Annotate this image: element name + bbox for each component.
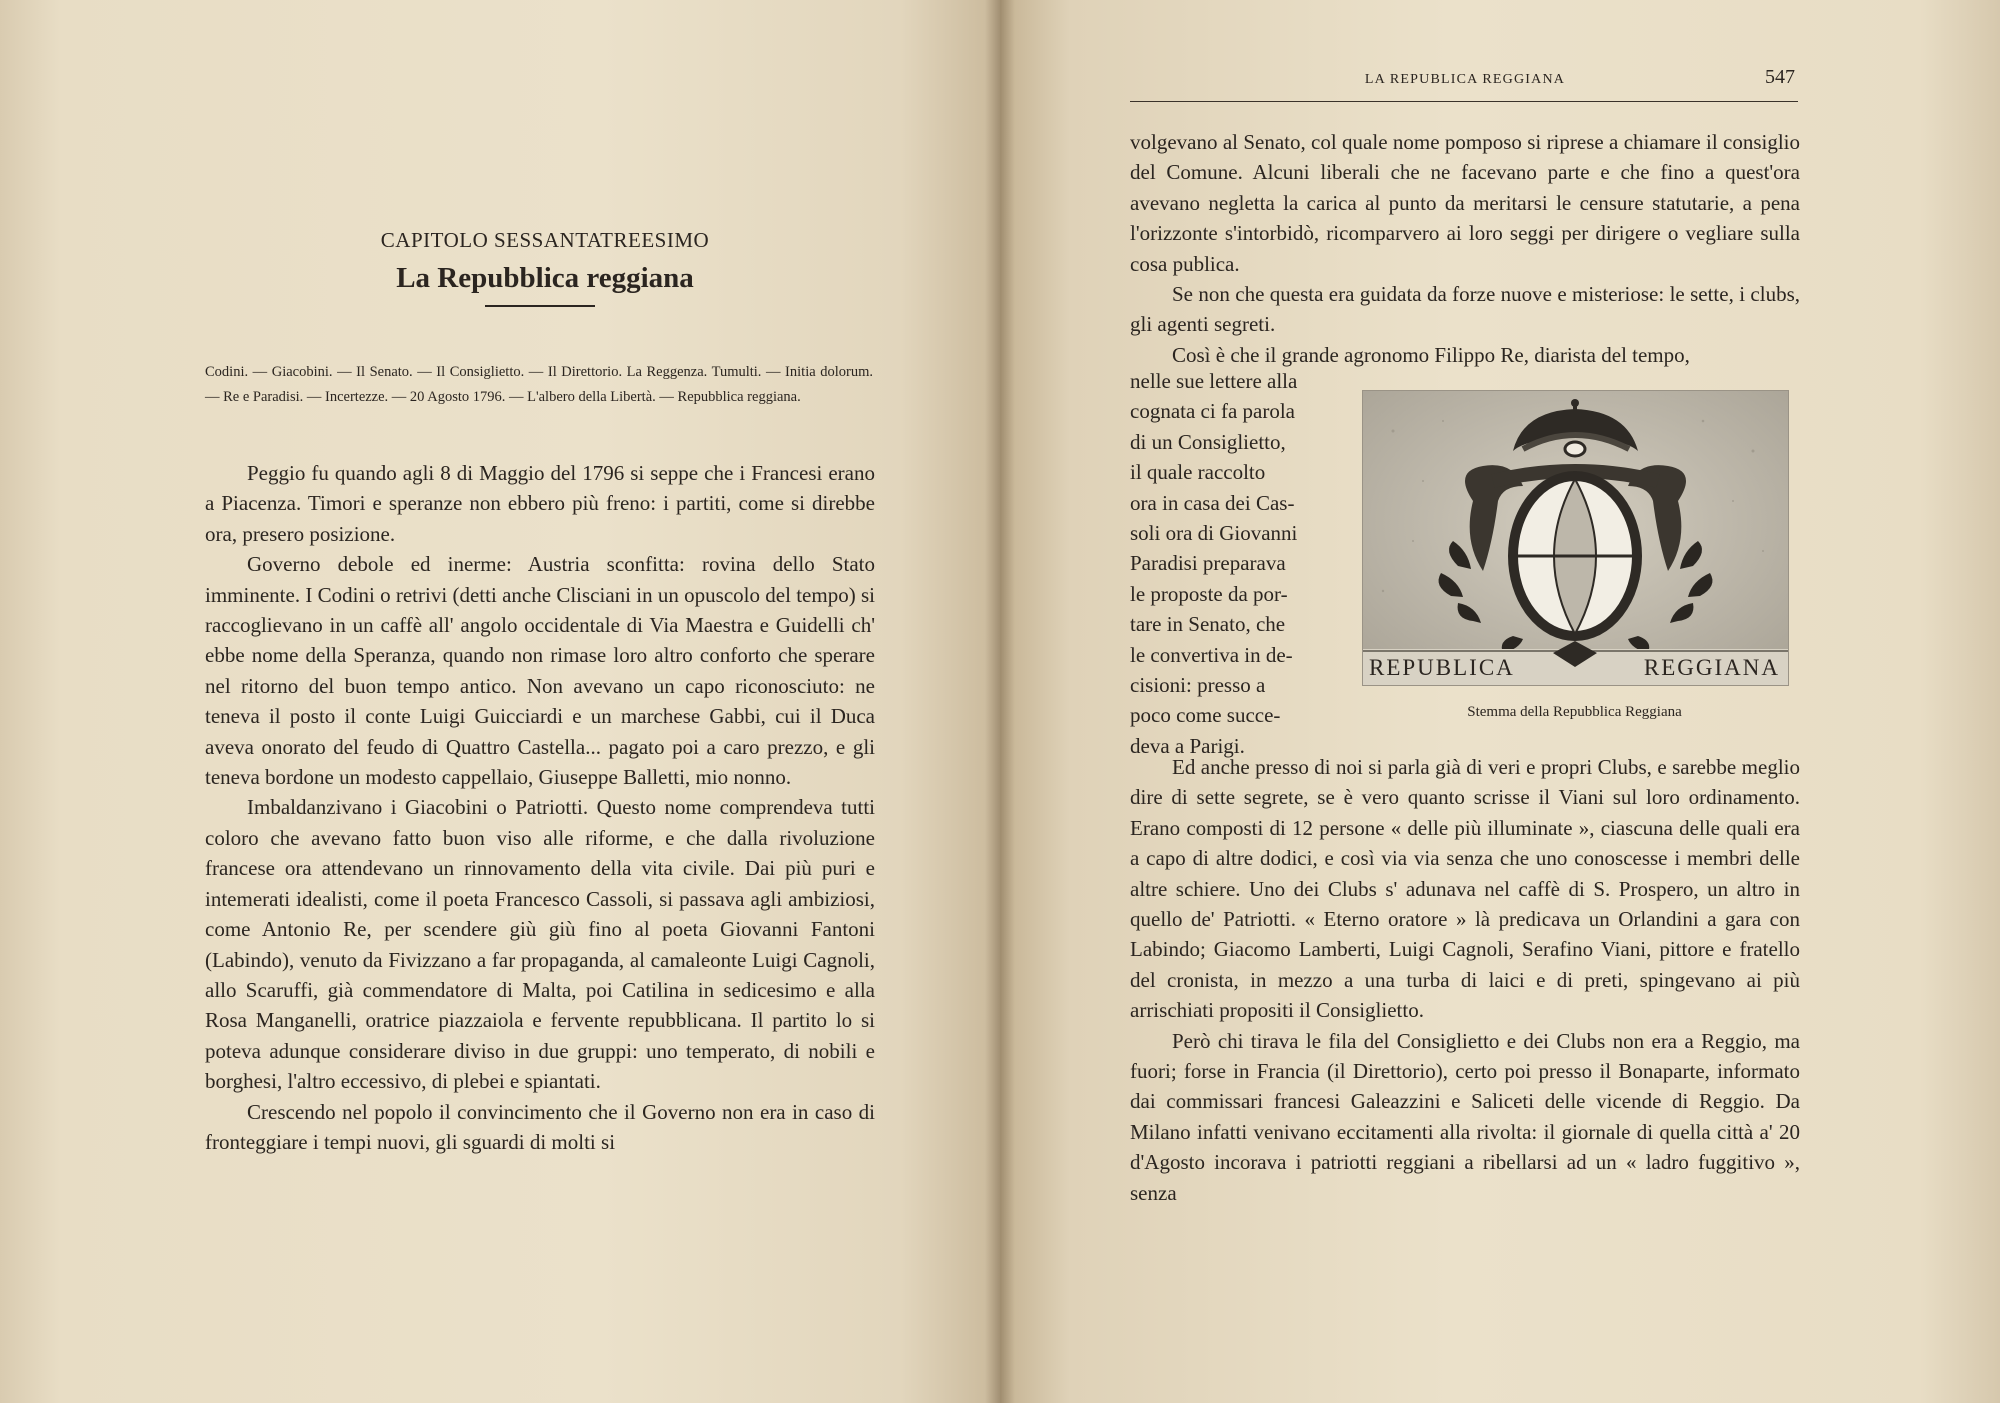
text-line: di un Consiglietto, — [1130, 429, 1286, 454]
chapter-summary: Codini. — Giacobini. — Il Senato. — Il Consiglietto. — Il Direttorio. La Reggenza. Tumulti. — Initia dolorum. — Re e Paradisi. — Incertezze. — 20 Agosto 1796. — L'albero della Libertà. — Repubblica reggiana. — [205, 364, 873, 405]
text-line: nelle sue lettere alla — [1130, 369, 1298, 393]
left-body-text — [205, 458, 875, 1157]
paragraph: volgevano al Senato, col quale nome pomposo si riprese a chiamare il consiglio del Comune. Alcuni liberali che ne facevano parte e che fino a quest'ora avevano negletta la carica al punto da meritarsi le censure statutarie, a pena l'orizzonte s'intorbidò, ricomparvero ai loro seggi per dirigere o vegliare sulla cosa publica. — [1130, 130, 1800, 276]
text-line: soli ora di Giovanni — [1130, 521, 1298, 546]
running-head: LA REPUBLICA REGGIANA — [1364, 72, 1566, 87]
title-rule — [485, 305, 595, 307]
text-line: cognata ci fa parola — [1130, 399, 1295, 424]
paragraph: Peggio fu quando agli 8 di Maggio del 1796 si seppe che i Francesi erano a Piacenza. Timori e speranze non ebbero più freno: i partiti, come si direbbe ora, presero posizione. — [205, 461, 875, 546]
text-line: le proposte da por- — [1130, 581, 1288, 606]
text-beside-figure — [1130, 366, 1328, 761]
chapter-title: La Repubblica reggiana — [396, 262, 694, 294]
paragraph: Ed anche presso di noi si parla già di veri e propri Clubs, e sarebbe meglio dire di sette segrete, se è vero quanto scrisse il Viani sul loro ordinamento. Erano composti di 12 persone « delle più illuminate », ciascuna delle quali era a capo di altre dodici, e così via via senza che uno conoscesse i membri delle altre schiere. Uno dei Clubs s' adunava nel caffè di S. Prospero, un altro in quello de' Patriotti. « Eterno oratore » là predicava un Orlandini a gara con Labindo; Giacomo Lamberti, Luigi Cagnoli, Serafino Viani, pittore e fratello del cronista, in mezzo a una turba di laici e di preti, spingevano ai più arrischiati propositi il Consiglietto. — [1130, 755, 1800, 1023]
paragraph: Se non che questa era guidata da forze nuove e misteriose: le sette, i clubs, gli agenti segreti. — [1130, 282, 1800, 337]
coat-of-arms-figure — [1362, 390, 1789, 686]
text-line: Paradisi preparava — [1130, 551, 1286, 576]
text-line: il quale raccolto — [1130, 460, 1266, 485]
text-line: poco come succe- — [1130, 703, 1281, 728]
book-gutter — [985, 0, 1015, 1403]
text-line: deva a Parigi. — [1130, 733, 1245, 758]
page-number: 547 — [1765, 66, 1795, 88]
right-body-text-top — [1130, 127, 1800, 370]
coat-of-arms-icon — [1363, 391, 1788, 685]
paragraph: Però chi tirava le fila del Consiglietto e dei Clubs non era a Reggio, ma fuori; forse in Francia (il Direttorio), certo poi presso il Bonaparte, informato dai commissari francesi Galeazzini e Saliceti delle vicende di Reggio. Da Milano infatti venivano eccitamenti alla rivolta: il giornale di quella città a' 20 d'Agosto incorava i patriotti reggiani a ribellarsi ad un « ladro fuggitivo », senza — [1130, 1028, 1800, 1205]
text-line: cisioni: presso a — [1130, 673, 1266, 698]
text-line: le convertiva in de- — [1130, 642, 1293, 667]
banner-left-text: REPUBLICA — [1369, 655, 1515, 680]
header-rule — [1130, 101, 1798, 102]
banner-right-text: REGGIANA — [1643, 655, 1780, 680]
text-line: ora in casa dei Cas- — [1130, 490, 1295, 515]
paragraph: Imbaldanzivano i Giacobini o Patriotti. Questo nome comprendeva tutti coloro che avevano fatto buon viso alle riforme, e che dalla rivoluzione francese ora attendevano un rinnovamento della vita civile. Dai più puri e intemerati idealisti, come il poeta Francesco Cassoli, si passava agli ambiziosi, come Antonio Re, per scendere giù giù fino al poeta Giovanni Fantoni (Labindo), venuto da Fivizzano a far propaganda, al camaleonte Luigi Cagnoli, allo Scaruffi, già commendatore di Malta, poi Catilina in sedicesimo e alla Rosa Manganelli, oratrice piazzaiola e fervente repubblicana. Il partito lo si poteva adunque considerare diviso in due gruppi: uno temperato, di nobili e borghesi, l'altro eccessivo, di plebei e spiantati. — [205, 795, 875, 1094]
paragraph: Crescendo nel popolo il convincimento che il Governo non era in caso di fronteggiare i tempi nuovi, gli sguardi di molti si — [205, 1099, 875, 1154]
figure-caption: Stemma della Repubblica Reggiana — [1467, 704, 1682, 720]
right-body-text-bottom — [1130, 752, 1800, 1208]
coat-of-arms-banner — [1363, 651, 1788, 685]
paragraph: Governo debole ed inerme: Austria sconfitta: rovina dello Stato imminente. I Codini o retrivi (detti anche Clisciani in un opuscolo del tempo) si raccoglievano in un caffè all' angolo occidentale di Via Maestra e Guidelli ch' ebbe nome della Speranza, quando non rimase loro altro conforto che sperare nel ritorno del buon tempo antico. Non avevano un capo riconosciuto: ne teneva il posto il conte Luigi Guicciardi e un marchese Gabbi, cui il Duca aveva onorato del feudo di Quattro Castella... pagato poi a caro prezzo, e gli teneva bordone un modesto cappellaio, Giuseppe Balletti, mio nonno. — [205, 552, 875, 790]
chapter-label: CAPITOLO SESSANTATREESIMO — [380, 228, 710, 252]
paragraph: Così è che il grande agronomo Filippo Re, diarista del tempo, — [1172, 342, 1690, 367]
text-line: tare in Senato, che — [1130, 612, 1286, 637]
